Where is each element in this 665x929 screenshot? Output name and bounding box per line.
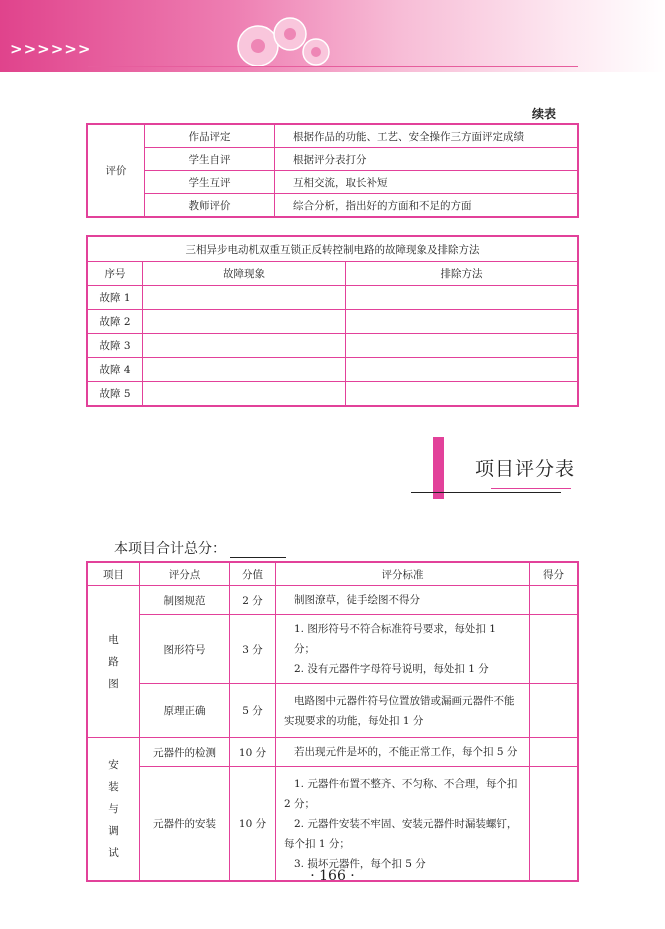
score-value: 5 分 bbox=[230, 684, 276, 738]
score-point: 原理正确 bbox=[140, 684, 230, 738]
score-value: 3 分 bbox=[230, 615, 276, 684]
score-value: 2 分 bbox=[230, 586, 276, 615]
table-header-row bbox=[88, 563, 578, 586]
section-title-bar bbox=[433, 437, 444, 499]
score-criteria: 制图潦草，徒手绘图不得分 bbox=[276, 586, 530, 615]
fault-table bbox=[87, 236, 578, 406]
table-row bbox=[88, 738, 578, 767]
column-header: 评分点 bbox=[140, 563, 230, 586]
eval-desc: 根据作品的功能、工艺、安全操作三方面评定成绩 bbox=[275, 125, 578, 148]
table-row bbox=[88, 310, 578, 334]
section-title-rule bbox=[411, 492, 561, 493]
group-label-install-debug: 安 装 与 调 试 bbox=[88, 738, 140, 881]
score-cell bbox=[530, 738, 578, 767]
table-row bbox=[88, 194, 578, 217]
column-header: 评分标准 bbox=[276, 563, 530, 586]
evaluation-group-label: 评价 bbox=[88, 125, 145, 217]
table-row bbox=[88, 767, 578, 881]
table-row bbox=[88, 125, 578, 148]
fault-fix-cell bbox=[346, 310, 578, 334]
table-row bbox=[88, 171, 578, 194]
score-cell bbox=[530, 684, 578, 738]
table-row bbox=[88, 334, 578, 358]
fault-number: 故障 5 bbox=[88, 382, 143, 406]
column-header: 分值 bbox=[230, 563, 276, 586]
score-cell bbox=[530, 615, 578, 684]
column-header: 排除方法 bbox=[346, 262, 578, 286]
eval-desc: 互相交流，取长补短 bbox=[275, 171, 578, 194]
fault-number: 故障 1 bbox=[88, 286, 143, 310]
score-criteria: 1. 图形符号不符合标准符号要求，每处扣 1 分； 2. 没有元器件字母符号说明，每处扣 1 分 bbox=[276, 615, 530, 684]
score-value: 10 分 bbox=[230, 738, 276, 767]
fault-number: 故障 4 bbox=[88, 358, 143, 382]
fault-table-title: 三相异步电动机双重互锁正反转控制电路的故障现象及排除方法 bbox=[88, 237, 578, 262]
header-rule bbox=[88, 66, 578, 67]
chevron-arrows-icon: >>>>>> bbox=[10, 40, 92, 58]
column-header: 项目 bbox=[88, 563, 140, 586]
table-row bbox=[88, 148, 578, 171]
score-point: 图形符号 bbox=[140, 615, 230, 684]
column-header: 序号 bbox=[88, 262, 143, 286]
fault-symptom-cell bbox=[143, 310, 346, 334]
fault-fix-cell bbox=[346, 286, 578, 310]
score-point: 元器件的检测 bbox=[140, 738, 230, 767]
eval-item: 作品评定 bbox=[145, 125, 275, 148]
table-row bbox=[88, 586, 578, 615]
fault-fix-cell bbox=[346, 334, 578, 358]
fault-symptom-cell bbox=[143, 334, 346, 358]
fault-fix-cell bbox=[346, 358, 578, 382]
eval-desc: 综合分析，指出好的方面和不足的方面 bbox=[275, 194, 578, 217]
score-point: 元器件的安装 bbox=[140, 767, 230, 881]
gears-icon bbox=[228, 8, 338, 70]
score-point: 制图规范 bbox=[140, 586, 230, 615]
total-score-label: 本项目合计总分： bbox=[114, 541, 226, 557]
eval-item: 学生互评 bbox=[145, 171, 275, 194]
table-header-row bbox=[88, 262, 578, 286]
fault-fix-cell bbox=[346, 382, 578, 406]
table-row bbox=[88, 358, 578, 382]
score-value: 10 分 bbox=[230, 767, 276, 881]
score-table bbox=[87, 562, 578, 881]
page-number: · 166 · bbox=[310, 868, 355, 884]
score-criteria: 若出现元件是坏的，不能正常工作，每个扣 5 分 bbox=[276, 738, 530, 767]
fault-symptom-cell bbox=[143, 382, 346, 406]
group-label-circuit-diagram: 电 路 图 bbox=[88, 586, 140, 738]
score-cell bbox=[530, 586, 578, 615]
fault-symptom-cell bbox=[143, 358, 346, 382]
page-header-band bbox=[0, 0, 665, 72]
table-row bbox=[88, 237, 578, 262]
continued-label: 续表 bbox=[532, 107, 557, 121]
fault-number: 故障 3 bbox=[88, 334, 143, 358]
fault-symptom-cell bbox=[143, 286, 346, 310]
score-criteria: 电路图中元器件符号位置放错或漏画元器件不能实现要求的功能，每处扣 1 分 bbox=[276, 684, 530, 738]
eval-item: 学生自评 bbox=[145, 148, 275, 171]
column-header: 得分 bbox=[530, 563, 578, 586]
table-row bbox=[88, 615, 578, 684]
total-score-blank bbox=[230, 543, 286, 558]
table-row bbox=[88, 286, 578, 310]
fault-number: 故障 2 bbox=[88, 310, 143, 334]
score-criteria: 1. 元器件布置不整齐、不匀称、不合理，每个扣 2 分； 2. 元器件安装不牢固、安装元器件时漏装螺钉，每个扣 1 分； 3. 损坏元器件，每个扣 5 分 bbox=[276, 767, 530, 881]
eval-desc: 根据评分表打分 bbox=[275, 148, 578, 171]
table-row bbox=[88, 684, 578, 738]
section-title: 项目评分表 bbox=[475, 458, 576, 480]
score-cell bbox=[530, 767, 578, 881]
eval-item: 教师评价 bbox=[145, 194, 275, 217]
table-row bbox=[88, 382, 578, 406]
evaluation-table bbox=[87, 124, 578, 217]
column-header: 故障现象 bbox=[143, 262, 346, 286]
section-title-accent-rule bbox=[491, 488, 571, 489]
total-score-line bbox=[114, 538, 286, 558]
